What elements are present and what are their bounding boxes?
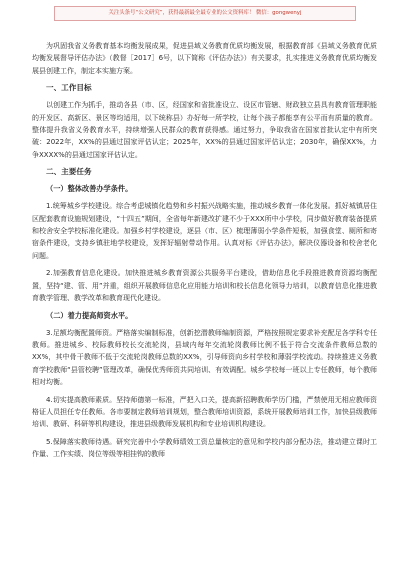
document-body [32, 40, 377, 466]
task-item-3: 3.足额均衡配置师资。严格落实编制标准，创新挖潜教师编制资源，严格按照规定要求补充配足各学科专任教师。推进城乡、校际教师校长交流轮岗，县域内每年交流轮岗教师比例不低于符合交流条件教师总数的XX%，其中骨干教师不低于交流轮岗教师总数的XX%，引导师资向乡村学校和薄弱学校流动。持续推进义务教育学校教师“县管校聘”管理改革，确保优秀师资共同培训、有效调配。城乡学校每一班以上专任教师，每个教师相对均衡。 [32, 328, 377, 387]
subsection-heading-teachers: （二）着力提高师资水平。 [46, 310, 133, 320]
header-banner: 关注头条号“公文研究”，获得最新最全最专业的公文资料库！ 微信：gongwenyj [54, 6, 356, 21]
subsection-heading-conditions: （一）整体改善办学条件。 [46, 184, 133, 194]
task-item-5: 5.保障落实教师待遇。研究完善中小学教师绩效工资总量核定的意见和学校内部分配办法，推动建立课时工作量、工作实绩、岗位等级等相挂钩的教师 [32, 437, 377, 459]
goals-paragraph: 以创建工作为抓手，推动各县（市、区，经国家和省批准设立、设区市管辖、财政独立县具有教育管理职能的开发区、高新区、景区等均适用，以下统称县）办好每一所学校，让每个孩子都能享有公平而有质量的教育。整体提升我省义务教育水平，持续增强人民群众的教育获得感。通过努力，争取我省在国家首批认定中有所突破：2022年，XX%的县通过国家评估认定；2025年，XX%的县通过国家评估认定；2030年，确保XX%，力争XXXX%的县通过国家评估认定。 [32, 101, 377, 159]
intro-paragraph: 为巩固我省义务教育基本均衡发展成果，促进县域义务教育优质均衡发展，根据教育部《县域义务教育优质均衡发展督导评估办法》（教督［2017］6号，以下简称《评估办法》）有关要求，扎实推进义务教育优质均衡发展县创建工作，制定本实施方案。 [32, 42, 377, 75]
task-item-4: 4.切实提高教师素质。坚持师德第一标准，严把入口关，提高新招聘教师学历门槛，严禁使用无相应教师资格证人员担任专任教师。各市要制定教师培训规划，整合教师培训资源，系统开展教师培训工作，加快县级教师培训、教研、科研等机构建设，推进县级教师发展机构和专业培训机构建设。 [32, 395, 377, 429]
section-heading-goals: 一、工作目标 [46, 83, 92, 93]
section-heading-tasks: 二、主要任务 [46, 167, 92, 177]
task-item-1: 1.统筹城乡学校建设。综合考虑城镇化趋势和乡村振兴战略实施，推动城乡教育一体化发展。抓好城镇居住区配套教育设施规划建设，“十四五”期间，全省每年新建改扩建不少于XXX所中小学校，同步做好教育装备提质和校舍安全学校标准化建设。加强乡村学校建设，逐县（市、区）梳理薄弱小学条件短板，加强食堂、厕所和寄宿条件建设，支持乡镇驻地学校建设，发挥好辐射带动作用。认真对标《评估办法》，解决仪器设备和校舍老化问题。 [32, 202, 377, 260]
task-item-2: 2.加强教育信息化建设。加快推进城乡教育资源公共服务平台建设，借助信息化手段推进教育资源均衡配置，坚持“建、管、用”并重，组织开展教师信息化应用能力培训和校长信息化领导力培训，以教育信息化推进教育教学管理、教学改革和教育现代化建设。 [32, 269, 377, 303]
